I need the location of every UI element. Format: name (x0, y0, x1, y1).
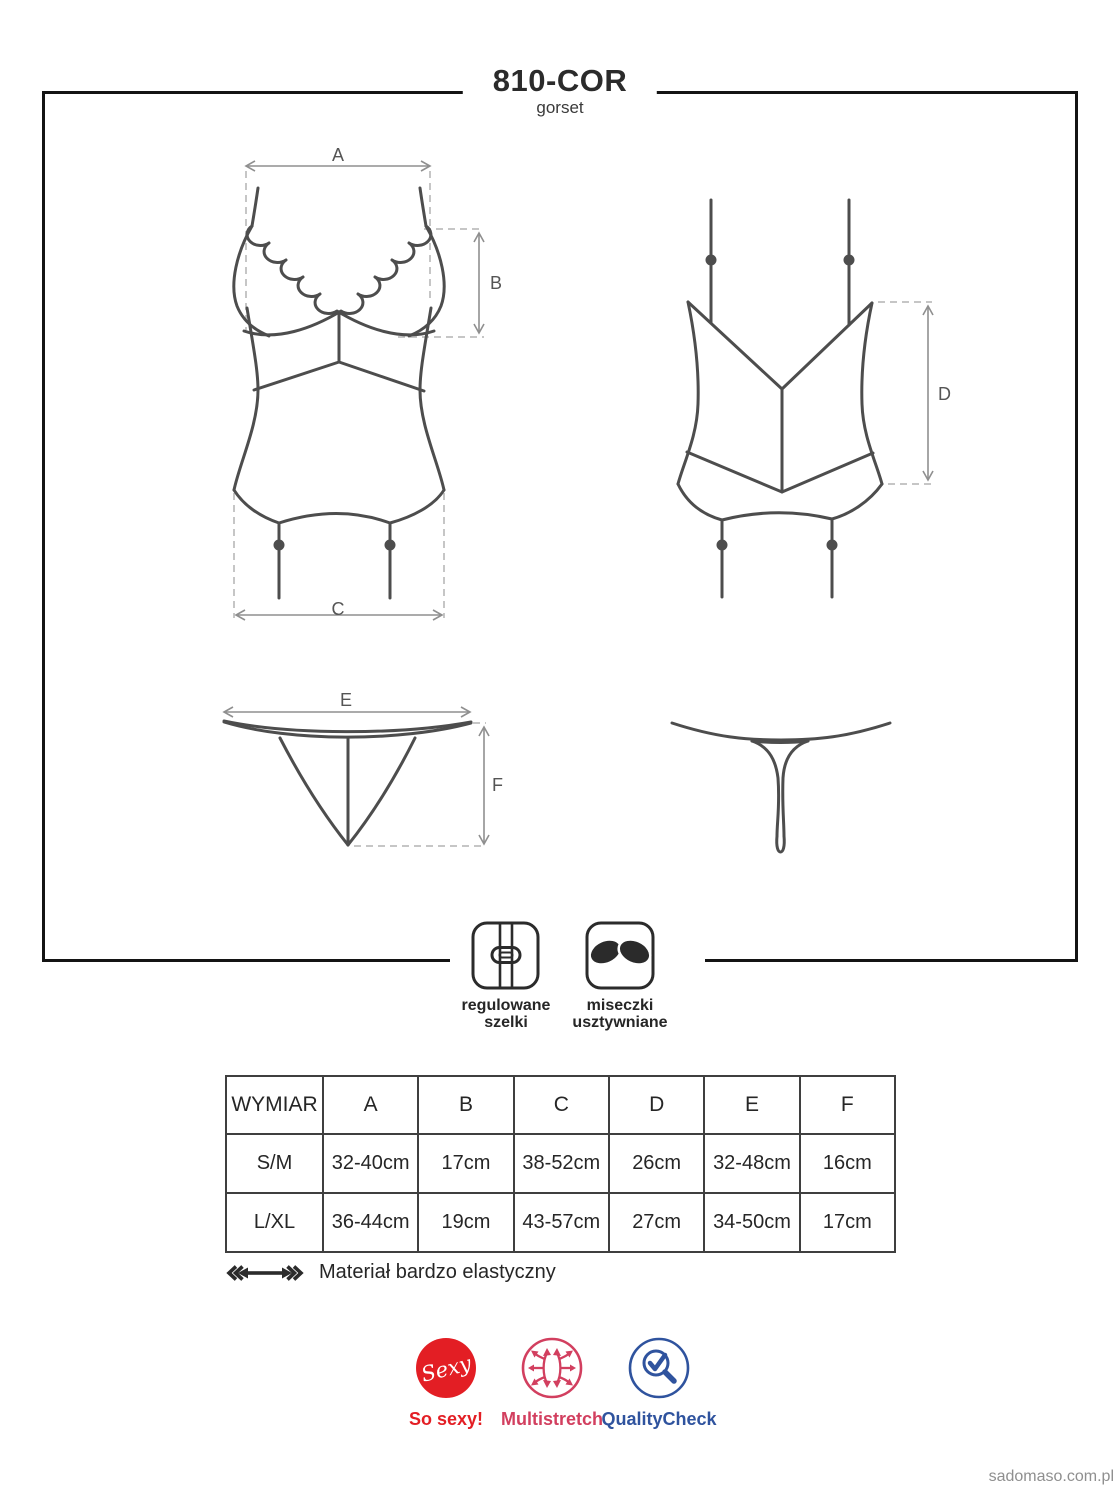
panty-back-outline (672, 723, 890, 852)
page-subtitle: gorset (536, 98, 584, 117)
table-cell: 17cm (800, 1193, 895, 1252)
table-cell: 36-44cm (323, 1193, 418, 1252)
size-table-row-lxl (226, 1193, 895, 1252)
dimension-lines-front (234, 161, 484, 620)
multistretch-icon (520, 1336, 584, 1400)
badge-quality-check (584, 1336, 734, 1430)
table-cell: 32-40cm (323, 1134, 418, 1193)
feature-label-cups: miseczki usztywniane (572, 997, 668, 1031)
table-cell: 32-48cm (704, 1134, 799, 1193)
badge-label-multistretch: Multistretch (500, 1409, 603, 1429)
table-cell: 26cm (609, 1134, 704, 1193)
table-cell: 19cm (418, 1193, 513, 1252)
dim-label-c: C (331, 599, 345, 619)
quality-check-icon (627, 1336, 691, 1400)
table-header-cell: A (323, 1076, 418, 1134)
table-header-cell: F (800, 1076, 895, 1134)
sexy-badge-icon (414, 1336, 478, 1400)
table-header-cell: C (514, 1076, 609, 1134)
panty-front-drawing (205, 685, 505, 865)
title-block (463, 64, 657, 117)
corset-back-drawing (655, 165, 965, 625)
table-header-cell: B (418, 1076, 513, 1134)
dim-label-f: F (492, 775, 503, 795)
svg-text:Sexy: Sexy (418, 1351, 474, 1387)
table-cell: 43-57cm (514, 1193, 609, 1252)
size-table (225, 1075, 896, 1253)
material-note-text: Materiał bardzo elastyczny (319, 1261, 556, 1283)
table-cell: L/XL (226, 1193, 323, 1252)
material-note (225, 1261, 556, 1284)
panty-front-outline (224, 721, 471, 845)
table-header-cell: D (609, 1076, 704, 1134)
feature-icons (450, 915, 705, 995)
page-title: 810-COR (492, 63, 628, 98)
corset-front-drawing (210, 140, 510, 640)
table-cell: 17cm (418, 1134, 513, 1193)
feature-label-straps: regulowane szelki (461, 997, 551, 1031)
dim-label-e: E (339, 690, 353, 710)
dim-label-d: D (938, 384, 951, 404)
table-header-cell: WYMIAR (226, 1076, 323, 1134)
stretch-arrows-icon (225, 1262, 305, 1284)
table-cell: 34-50cm (704, 1193, 799, 1252)
dim-label-b: B (490, 273, 503, 293)
badge-label-quality-check: QualityCheck (601, 1409, 717, 1429)
corset-back-outline (678, 200, 882, 597)
badge-label-so-sexy: So sexy! (408, 1409, 484, 1429)
table-cell: 27cm (609, 1193, 704, 1252)
dimension-lines-back (878, 302, 933, 484)
table-cell: 38-52cm (514, 1134, 609, 1193)
table-cell: 16cm (800, 1134, 895, 1193)
corset-front-outline (234, 188, 444, 598)
dim-label-a: A (331, 145, 345, 165)
size-table-row-sm (226, 1134, 895, 1193)
table-cell: S/M (226, 1134, 323, 1193)
watermark: sadomaso.com.pl (988, 1468, 1114, 1485)
size-table-header-row (226, 1076, 895, 1134)
panty-back-drawing (650, 695, 920, 860)
table-header-cell: E (704, 1076, 799, 1134)
